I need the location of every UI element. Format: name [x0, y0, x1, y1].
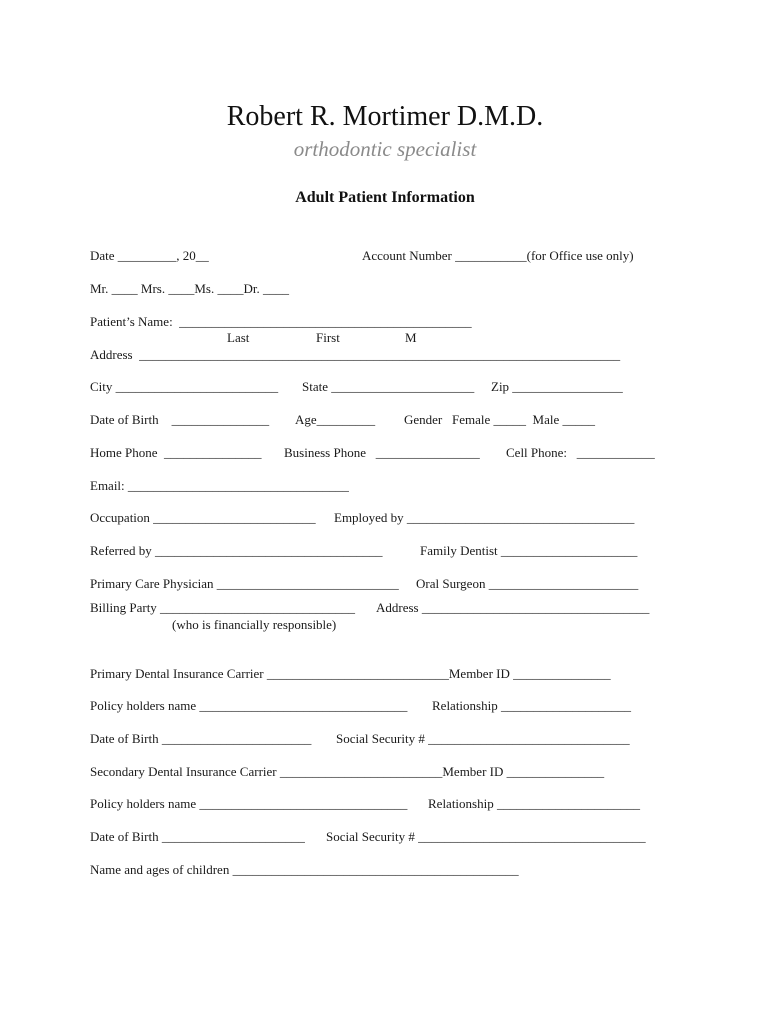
- policy-holder-2-field[interactable]: Policy holders name ________________________________: [90, 796, 408, 811]
- title-choices[interactable]: Mr. ____ Mrs. ____Ms. ____Dr. ____: [90, 281, 289, 296]
- age-field[interactable]: Age_________: [295, 412, 376, 427]
- primary-insurance-field[interactable]: Primary Dental Insurance Carrier ____________________________Member ID _______________: [90, 666, 611, 681]
- zip-field[interactable]: Zip _________________: [491, 379, 623, 394]
- patient-name-field[interactable]: Patient’s Name: _____________________________________________: [90, 314, 472, 329]
- referred-by-field[interactable]: Referred by ___________________________________: [90, 543, 383, 558]
- name-last-label: Last: [227, 330, 250, 345]
- relationship-1-field[interactable]: Relationship ____________________: [432, 698, 631, 713]
- doctor-name: Robert R. Mortimer D.M.D.: [226, 101, 544, 132]
- account-number-field[interactable]: Account Number ___________(for Office use only): [362, 248, 634, 263]
- billing-party-field[interactable]: Billing Party ______________________________: [90, 600, 356, 615]
- employed-by-field[interactable]: Employed by ___________________________________: [334, 510, 635, 525]
- policy-holder-1-dob-field[interactable]: Date of Birth _______________________: [90, 731, 312, 746]
- email-field[interactable]: Email: __________________________________: [90, 478, 349, 493]
- relationship-2-field[interactable]: Relationship ______________________: [428, 796, 640, 811]
- date-of-birth-field[interactable]: Date of Birth _______________: [90, 412, 270, 427]
- secondary-insurance-field[interactable]: Secondary Dental Insurance Carrier _________________________Member ID _______________: [90, 764, 605, 779]
- form-title: Adult Patient Information: [295, 189, 475, 206]
- policy-holder-1-field[interactable]: Policy holders name ________________________________: [90, 698, 408, 713]
- city-field[interactable]: City _________________________: [90, 379, 279, 394]
- gender-field[interactable]: Gender Female _____ Male _____: [404, 412, 595, 427]
- address-field[interactable]: Address __________________________________________________________________________: [90, 347, 621, 362]
- social-security-1-field[interactable]: Social Security # _______________________________: [336, 731, 630, 746]
- children-field[interactable]: Name and ages of children ____________________________________________: [90, 862, 519, 877]
- occupation-field[interactable]: Occupation _________________________: [90, 510, 316, 525]
- family-dentist-field[interactable]: Family Dentist _____________________: [420, 543, 638, 558]
- billing-note: (who is financially responsible): [172, 617, 337, 632]
- social-security-2-field[interactable]: Social Security # ___________________________________: [326, 829, 646, 844]
- billing-address-field[interactable]: Address ___________________________________: [376, 600, 650, 615]
- primary-physician-field[interactable]: Primary Care Physician ____________________________: [90, 576, 399, 591]
- state-field[interactable]: State ______________________: [302, 379, 475, 394]
- specialty-subtitle: orthodontic specialist: [293, 137, 477, 161]
- name-first-label: First: [316, 330, 340, 345]
- oral-surgeon-field[interactable]: Oral Surgeon _______________________: [416, 576, 639, 591]
- date-field[interactable]: Date _________, 20__: [90, 248, 209, 263]
- business-phone-field[interactable]: Business Phone ________________: [284, 445, 480, 460]
- cell-phone-field[interactable]: Cell Phone: ____________: [506, 445, 655, 460]
- name-middle-label: M: [405, 330, 417, 345]
- home-phone-field[interactable]: Home Phone _______________: [90, 445, 262, 460]
- policy-holder-2-dob-field[interactable]: Date of Birth ______________________: [90, 829, 305, 844]
